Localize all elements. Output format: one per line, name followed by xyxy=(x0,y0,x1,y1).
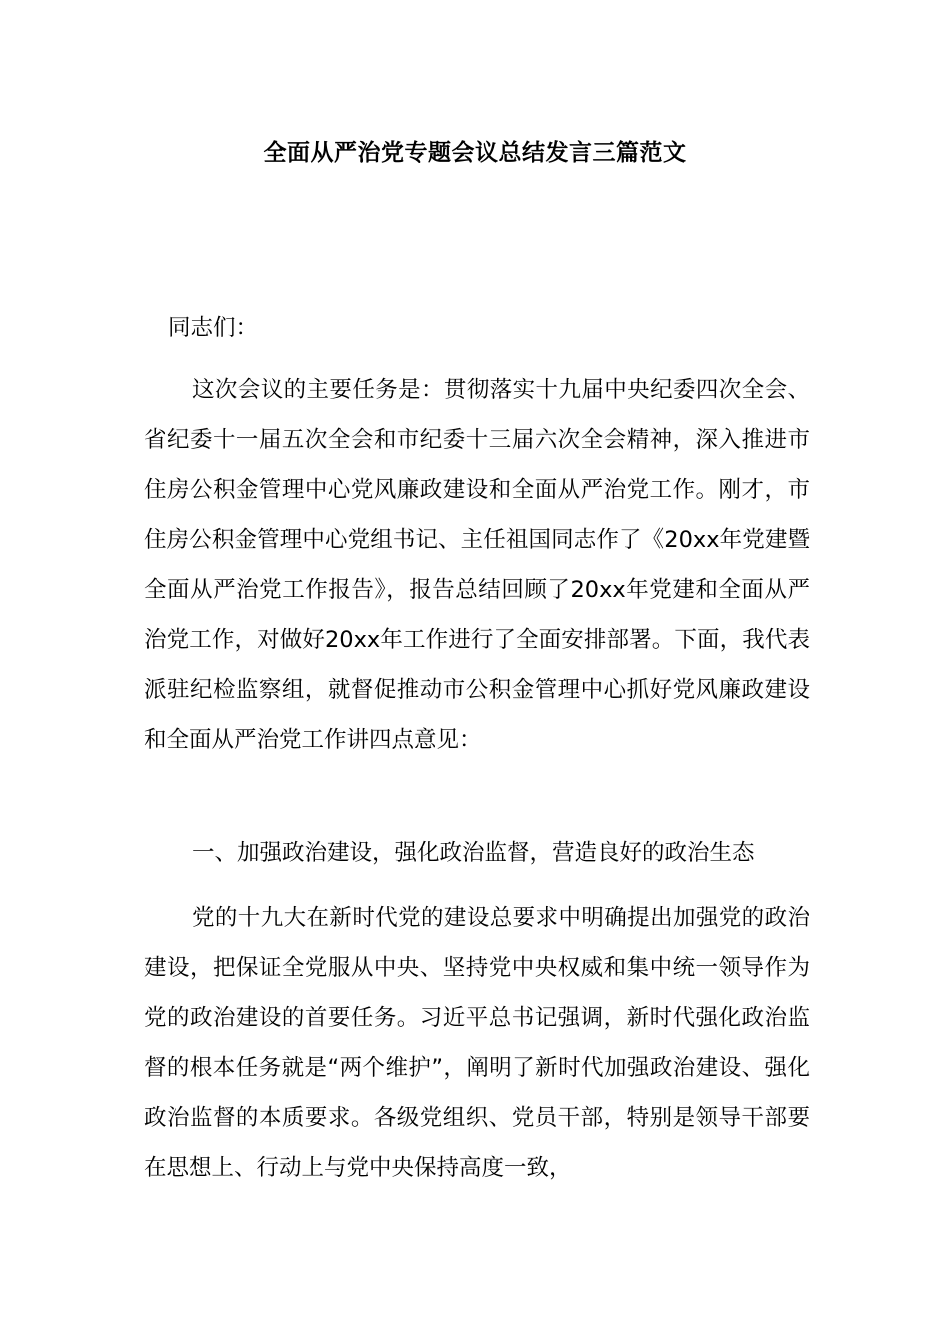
section-1-paragraph: 党的十九大在新时代党的建设总要求中明确提出加强党的政治建设，把保证全党服从中央、坚持党中央权威和集中统一领导作为党的政治建设的首要任务。习近平总书记强调，新时代强化政治监督的根本任务就是“两个维护”，阐明了新时代加强政治建设、强化政治监督的本质要求。各级党组织、党员干部，特别是领导干部要在思想上、行动上与党中央保持高度一致， xyxy=(144,905,810,1181)
intro-paragraph: 这次会议的主要任务是：贯彻落实十九届中央纪委四次全会、省纪委十一届五次全会和市纪委十三届六次全会精神，深入推进市住房公积金管理中心党风廉政建设和全面从严治党工作。刚才，市住房公积金管理中心党组书记、主任祖国同志作了《20xx年党建暨全面从严治党工作报告》，报告总结回顾了20xx年党建和全面从严治党工作，对做好20xx年工作进行了全面安排部署。下面，我代表派驻纪检监察组，就督促推动市公积金管理中心抓好党风廉政建设和全面从严治党工作讲四点意见： xyxy=(144,377,810,753)
greeting: 同志们： xyxy=(168,315,259,341)
section-heading-1: 一、加强政治建设，强化政治监督，营造良好的政治生态 xyxy=(192,840,755,866)
document-title: 全面从严治党专题会议总结发言三篇范文 xyxy=(263,140,687,166)
